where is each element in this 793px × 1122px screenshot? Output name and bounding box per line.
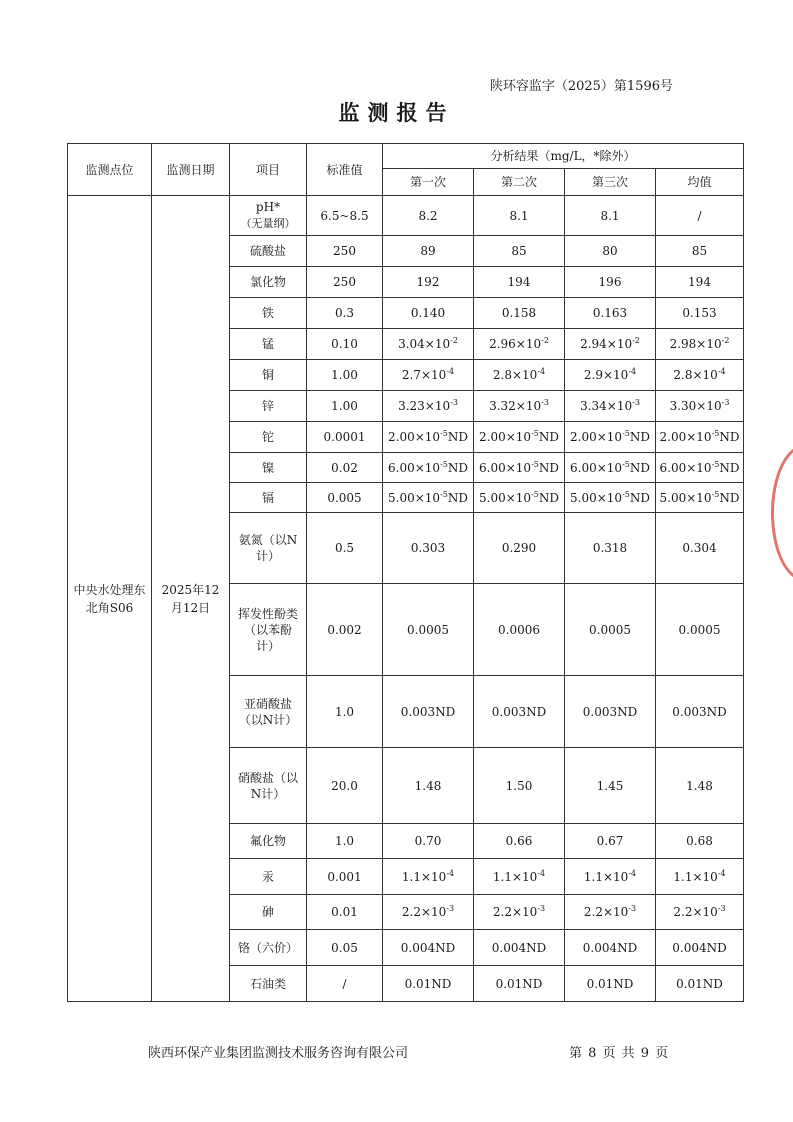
document-number: 陕环容监字（2025）第1596号 [489, 79, 673, 94]
value-exponent: -5 [711, 429, 720, 438]
result-cell [474, 895, 565, 930]
standard-cell: 0.001 [307, 859, 383, 895]
standard-cell: 1.00 [307, 360, 383, 391]
standard-cell: 0.0001 [307, 422, 383, 453]
header-third: 第三次 [565, 169, 656, 196]
value-exponent: -5 [531, 429, 539, 438]
value-exponent: -2 [541, 336, 549, 345]
value-exponent: -4 [446, 367, 455, 376]
value-base: 2.00×10 [659, 430, 712, 444]
standard-cell: 0.005 [307, 483, 383, 513]
item-cell: 砷 [230, 895, 307, 930]
mean-cell [656, 895, 744, 930]
header-site: 监测点位 [68, 144, 152, 196]
result-cell [474, 329, 565, 360]
value-exponent: -3 [541, 398, 549, 407]
result-cell [565, 453, 656, 483]
result-cell [474, 391, 565, 422]
value-exponent: -4 [537, 868, 546, 878]
value-exponent: -5 [711, 459, 720, 469]
item-cell: 亚硝酸盐（以N计） [230, 676, 307, 748]
item-cell: 硝酸盐（以N计） [230, 748, 307, 824]
value-base: 6.00×10 [479, 460, 532, 475]
value-suffix: ND [447, 460, 468, 475]
result-cell: 0.66 [474, 824, 565, 859]
value-suffix: ND [719, 460, 740, 475]
value-exponent: -3 [537, 904, 546, 913]
header-date: 监测日期 [152, 144, 230, 196]
value-exponent: -2 [632, 336, 640, 345]
value-suffix: ND [447, 430, 468, 444]
result-cell: 0.70 [383, 824, 474, 859]
value-base: 2.7×10 [401, 368, 447, 382]
value-base: 2.2×10 [492, 905, 538, 919]
value-base: 1.1×10 [492, 869, 538, 884]
result-cell [565, 422, 656, 453]
result-cell: 8.2 [383, 196, 474, 236]
standard-cell: 0.5 [307, 513, 383, 584]
result-cell: 8.1 [474, 196, 565, 236]
item-cell: 锌 [230, 391, 307, 422]
result-cell: 0.158 [474, 298, 565, 329]
item-note: （无量纲） [240, 217, 296, 230]
value-exponent: -5 [711, 489, 720, 499]
result-cell [474, 859, 565, 895]
item-cell: 氨氮（以N计） [230, 513, 307, 584]
item-cell [230, 196, 307, 236]
mean-cell [656, 329, 744, 360]
result-cell [565, 895, 656, 930]
item-cell: 汞 [230, 859, 307, 895]
standard-cell: 20.0 [307, 748, 383, 824]
header-analysis: 分析结果（mg/L，*除外） [383, 144, 744, 169]
result-cell: 196 [565, 267, 656, 298]
mean-cell: 194 [656, 267, 744, 298]
mean-cell [656, 483, 744, 513]
value-exponent: -5 [622, 489, 630, 499]
result-cell: 0.01ND [383, 966, 474, 1002]
value-exponent: -4 [628, 868, 637, 878]
standard-cell: 0.3 [307, 298, 383, 329]
value-base: 2.94×10 [580, 337, 633, 351]
page-title: 监测报告 [338, 100, 455, 125]
item-cell: 氯化物 [230, 267, 307, 298]
result-cell [565, 329, 656, 360]
result-cell: 0.01ND [565, 966, 656, 1002]
table-body [68, 196, 744, 1002]
result-cell [565, 391, 656, 422]
value-base: 3.34×10 [580, 399, 633, 413]
item-cell: 锰 [230, 329, 307, 360]
header-item: 项目 [230, 144, 307, 196]
mean-cell: 0.004ND [656, 930, 744, 966]
result-cell [565, 483, 656, 513]
value-base: 2.00×10 [388, 430, 441, 444]
value-base: 6.00×10 [659, 460, 712, 475]
standard-cell: 0.10 [307, 329, 383, 360]
standard-cell: 0.02 [307, 453, 383, 483]
result-cell: 0.003ND [383, 676, 474, 748]
result-cell: 89 [383, 236, 474, 267]
value-base: 5.00×10 [388, 490, 441, 505]
standard-cell: 250 [307, 236, 383, 267]
result-cell: 85 [474, 236, 565, 267]
value-exponent: -4 [717, 367, 726, 376]
result-cell [383, 859, 474, 895]
result-cell: 0.004ND [474, 930, 565, 966]
value-exponent: -5 [622, 429, 630, 438]
value-base: 2.2×10 [673, 905, 718, 919]
item-cell: 镉 [230, 483, 307, 513]
standard-cell: 1.0 [307, 676, 383, 748]
value-base: 3.04×10 [398, 337, 451, 351]
value-exponent: -3 [632, 398, 640, 407]
result-cell [383, 422, 474, 453]
mean-cell [656, 453, 744, 483]
header-first: 第一次 [383, 169, 474, 196]
red-seal-stamp [771, 445, 793, 581]
value-exponent: -5 [440, 489, 448, 499]
result-cell [474, 483, 565, 513]
standard-cell: 0.05 [307, 930, 383, 966]
value-base: 5.00×10 [570, 490, 623, 505]
result-cell: 0.163 [565, 298, 656, 329]
standard-cell: 250 [307, 267, 383, 298]
value-exponent: -4 [717, 868, 726, 878]
value-suffix: ND [538, 430, 559, 444]
value-base: 2.96×10 [489, 337, 542, 351]
mean-cell [656, 859, 744, 895]
value-exponent: -3 [721, 398, 730, 407]
value-exponent: -5 [622, 459, 630, 469]
value-exponent: -5 [440, 459, 448, 469]
item-cell: 挥发性酚类（以苯酚计） [230, 584, 307, 676]
result-cell [383, 360, 474, 391]
value-suffix: ND [447, 490, 468, 505]
result-cell [565, 859, 656, 895]
value-exponent: -4 [628, 367, 637, 376]
item-cell: 铊 [230, 422, 307, 453]
result-cell: 0.004ND [565, 930, 656, 966]
result-cell: 1.45 [565, 748, 656, 824]
value-base: 5.00×10 [659, 490, 712, 505]
value-exponent: -5 [440, 429, 448, 438]
mean-cell: 0.01ND [656, 966, 744, 1002]
value-base: 2.00×10 [570, 430, 623, 444]
result-cell: 1.50 [474, 748, 565, 824]
value-exponent: -2 [450, 336, 458, 345]
item-cell: 石油类 [230, 966, 307, 1002]
value-exponent: -2 [721, 336, 730, 345]
monitoring-table [67, 143, 744, 1002]
item-cell: 镍 [230, 453, 307, 483]
value-exponent: -3 [446, 904, 455, 913]
value-base: 6.00×10 [570, 460, 623, 475]
result-cell [383, 483, 474, 513]
result-cell: 8.1 [565, 196, 656, 236]
standard-cell: 1.0 [307, 824, 383, 859]
item-cell: 铜 [230, 360, 307, 391]
result-cell [474, 360, 565, 391]
mean-cell: 1.48 [656, 748, 744, 824]
value-base: 1.1×10 [401, 869, 447, 884]
result-cell: 0.67 [565, 824, 656, 859]
item-cell: 铁 [230, 298, 307, 329]
site-cell: 中央水处理东北角S06 [68, 196, 152, 1002]
result-cell: 0.003ND [474, 676, 565, 748]
value-suffix: ND [719, 490, 740, 505]
header-second: 第二次 [474, 169, 565, 196]
footer-page-number: 第 8 页 共 9 页 [569, 1046, 670, 1061]
value-base: 2.8×10 [673, 368, 718, 382]
mean-cell: / [656, 196, 744, 236]
mean-cell: 0.153 [656, 298, 744, 329]
mean-cell: 0.0005 [656, 584, 744, 676]
result-cell: 0.290 [474, 513, 565, 584]
value-exponent: -3 [450, 398, 458, 407]
value-suffix: ND [538, 460, 559, 475]
result-cell [383, 895, 474, 930]
result-cell: 0.003ND [565, 676, 656, 748]
header-standard: 标准值 [307, 144, 383, 196]
value-base: 5.00×10 [479, 490, 532, 505]
result-cell: 0.0006 [474, 584, 565, 676]
result-cell: 1.48 [383, 748, 474, 824]
standard-cell: 6.5~8.5 [307, 196, 383, 236]
result-cell: 192 [383, 267, 474, 298]
result-cell: 80 [565, 236, 656, 267]
value-base: 3.30×10 [669, 399, 722, 413]
item-cell: 硫酸盐 [230, 236, 307, 267]
mean-cell [656, 360, 744, 391]
value-base: 2.00×10 [479, 430, 532, 444]
value-suffix: ND [719, 430, 740, 444]
header-mean: 均值 [656, 169, 744, 196]
value-exponent: -5 [531, 489, 539, 499]
item-cell: 氟化物 [230, 824, 307, 859]
table-row [68, 196, 744, 236]
value-base: 2.8×10 [492, 368, 538, 382]
value-base: 6.00×10 [388, 460, 441, 475]
value-base: 3.23×10 [398, 399, 451, 413]
value-suffix: ND [629, 460, 650, 475]
mean-cell [656, 391, 744, 422]
result-cell [383, 391, 474, 422]
mean-cell: 0.304 [656, 513, 744, 584]
result-cell: 0.0005 [383, 584, 474, 676]
value-base: 2.2×10 [583, 905, 629, 919]
result-cell [474, 422, 565, 453]
result-cell: 0.004ND [383, 930, 474, 966]
item-cell: 铬（六价） [230, 930, 307, 966]
result-cell [565, 360, 656, 391]
result-cell: 0.01ND [474, 966, 565, 1002]
value-base: 2.98×10 [669, 337, 722, 351]
result-cell: 0.140 [383, 298, 474, 329]
value-exponent: -4 [537, 367, 546, 376]
result-cell: 0.0005 [565, 584, 656, 676]
item-name: pH* [255, 200, 281, 214]
result-cell: 0.318 [565, 513, 656, 584]
value-exponent: -3 [628, 904, 637, 913]
value-exponent: -5 [531, 459, 539, 469]
standard-cell: / [307, 966, 383, 1002]
footer-company: 陕西环保产业集团监测技术服务咨询有限公司 [148, 1046, 409, 1061]
value-exponent: -3 [717, 904, 726, 913]
standard-cell: 1.00 [307, 391, 383, 422]
standard-cell: 0.002 [307, 584, 383, 676]
value-suffix: ND [629, 430, 650, 444]
mean-cell [656, 422, 744, 453]
result-cell: 194 [474, 267, 565, 298]
result-cell [474, 453, 565, 483]
mean-cell: 0.68 [656, 824, 744, 859]
value-base: 2.9×10 [583, 368, 629, 382]
value-exponent: -4 [446, 868, 455, 878]
value-base: 2.2×10 [401, 905, 447, 919]
value-base: 1.1×10 [583, 869, 629, 884]
result-cell [383, 453, 474, 483]
mean-cell: 0.003ND [656, 676, 744, 748]
mean-cell: 85 [656, 236, 744, 267]
value-base: 1.1×10 [673, 869, 718, 884]
value-base: 3.32×10 [489, 399, 542, 413]
standard-cell: 0.01 [307, 895, 383, 930]
value-suffix: ND [629, 490, 650, 505]
value-suffix: ND [538, 490, 559, 505]
result-cell: 0.303 [383, 513, 474, 584]
date-cell: 2025年12月12日 [152, 196, 230, 1002]
result-cell [383, 329, 474, 360]
